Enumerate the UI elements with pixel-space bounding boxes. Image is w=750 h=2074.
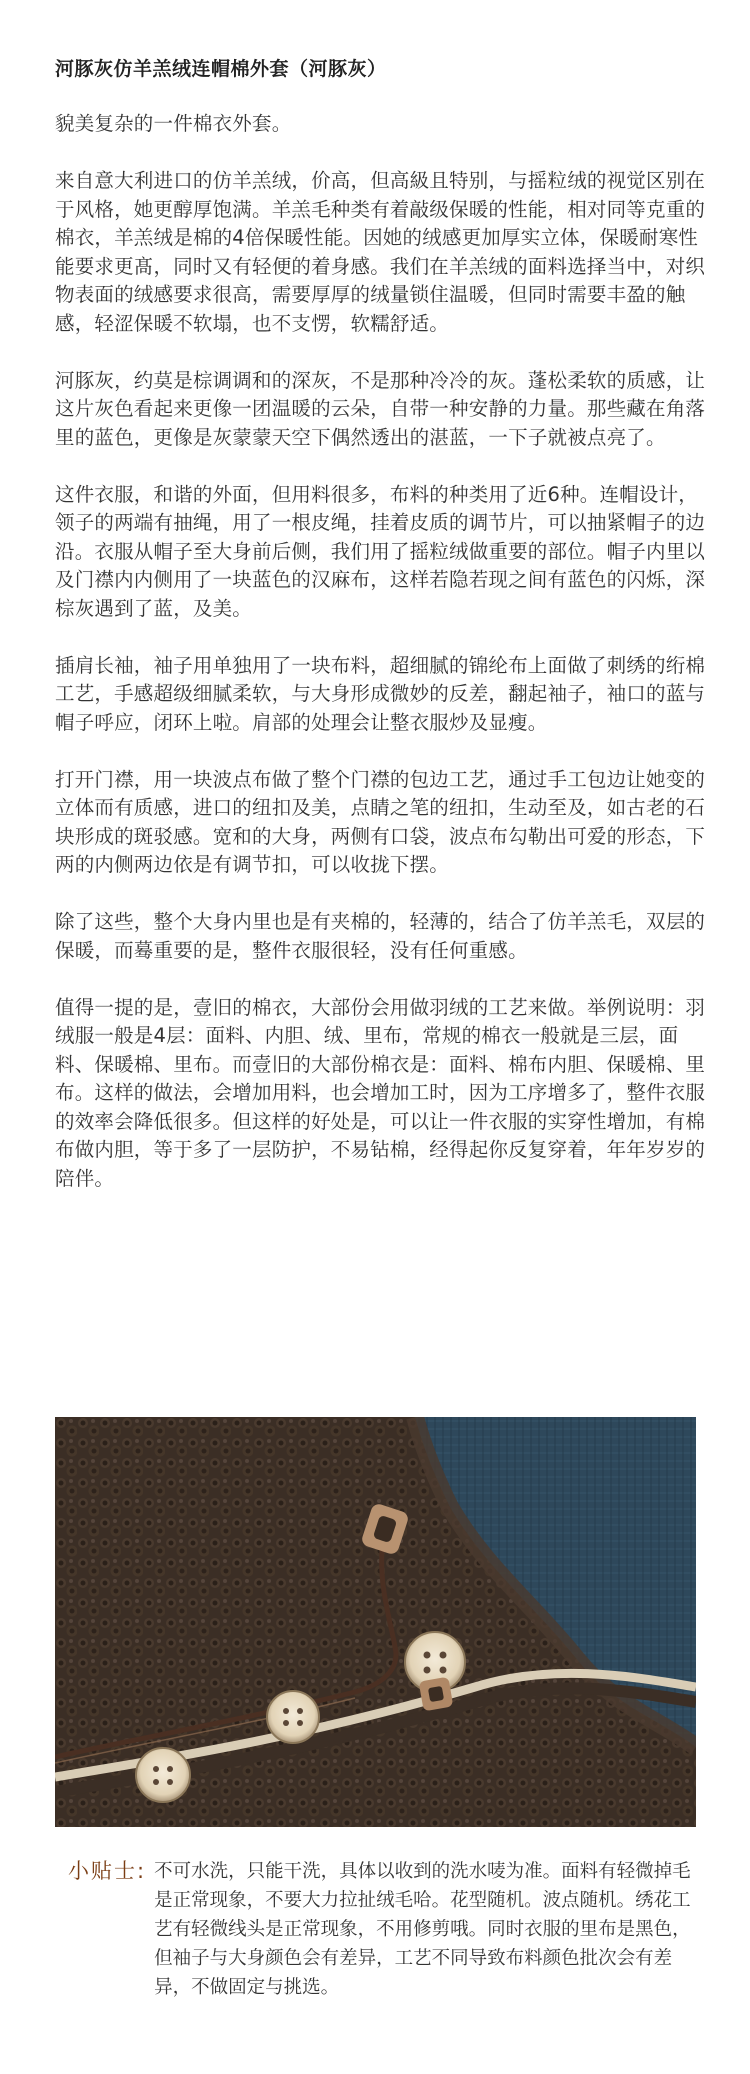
- lining-paragraph: 除了这些，整个大身内里也是有夹棉的，轻薄的，结合了仿羊羔毛，双层的保暖，而蓦重要的是，整件衣服很轻，没有任何重感。: [55, 910, 706, 962]
- care-tip-text: 不可水洗，只能干洗，具体以收到的洗水唛为准。面料有轻微掉毛是正常现象，不要大力拉扯绒毛哈。花型随机。波点随机。绣花工艺有轻微线头是正常现象，不用修剪哦。同时衣服的里布是黑色，但袖子与大身颜色会有差异，工艺不同导致布料颜色批次会有差异，不做固定与挑选。: [154, 1861, 691, 1998]
- construction-paragraph: 值得一提的是，壹旧的棉衣，大部份会用做羽绒的工艺来做。举例说明：羽绒服一般是4层：面料、内胆、绒、里布，常规的棉衣一般就是三层，面料、保暖棉、里布。而壹旧的大部份棉衣是：面料、棉布内胆、保暖棉、里布。这样的做法，会增加用料，也会增加工时，因为工序增多了，整件衣服的效率会降低很多。但这样的好处是，可以让一件衣服的实穿性增加，有棉布做内胆，等于多了一层防护，不易钻棉，经得起你反复穿着，年年岁岁的陪伴。: [55, 995, 706, 1190]
- sleeve-paragraph: 插肩长袖，袖子用单独用了一块布料，超细腻的锦纶布上面做了刺绣的绗棉工艺，手感超级细腻柔软，与大身形成微妙的反差，翻起袖子，袖口的蓝与帽子呼应，闭环上啦。肩部的处理会让整衣服炒及显瘦。: [55, 653, 706, 734]
- page-title: 河豚灰仿羊羔绒连帽棉外套（河豚灰）: [55, 58, 387, 80]
- product-detail-photo: [55, 1417, 696, 1827]
- placket-paragraph: 打开门襟，用一块波点布做了整个门襟的包边工艺，通过手工包边让她变的立体而有质感，进口的纽扣及美，点睛之笔的纽扣，生动至及，如古老的石块形成的斑驳感。宽和的大身，两侧有口袋，波点布勾勒出可爱的形态，下两的内侧两边依是有调节扣，可以收拢下摆。: [55, 767, 706, 876]
- intro-paragraph: 貌美复杂的一件棉衣外套。: [55, 112, 292, 135]
- care-tip: [68, 1857, 708, 2002]
- design-paragraph: 这件衣服，和谐的外面，但用料很多，布料的种类用了近6种。连帽设计，领子的两端有抽绳，用了一根皮绳，挂着皮质的调节片，可以抽紧帽子的边沿。衣服从帽子至大身前后侧，我们用了摇粒绒做重要的部位。帽子内里以及门襟内内侧用了一块蓝色的汉麻布，这样若隐若现之间有蓝色的闪烁，深棕灰遇到了蓝，及美。: [55, 482, 706, 620]
- care-tip-label: 小贴士:: [68, 1859, 147, 1883]
- color-paragraph: 河豚灰，约莫是棕调调和的深灰，不是那种冷冷的灰。蓬松柔软的质感，让这片灰色看起来更像一团温暖的云朵，自带一种安静的力量。那些藏在角落里的蓝色，更像是灰蒙蒙天空下偶然透出的湛蓝，一下子就被点亮了。: [55, 368, 706, 449]
- description-body: [55, 110, 715, 1222]
- fabric-paragraph: 来自意大利进口的仿羊羔绒，价高，但高級且特别，与摇粒绒的视觉区别在于风格，她更醇厚饱满。羊羔毛种类有着敲级保暖的性能，相对同等克重的棉衣，羊羔绒是棉的4倍保暖性能。因她的绒感更加厚实立体，保暖耐寒性能要求更髙，同时又有轻便的着身感。我们在羊羔绒的面料选择当中，对织物表面的绒感要求很高，需要厚厚的绒量锁住温暖，但同时需要丰盈的触感，轻涩保暖不软塌，也不支愣，软糯舒适。: [55, 169, 706, 335]
